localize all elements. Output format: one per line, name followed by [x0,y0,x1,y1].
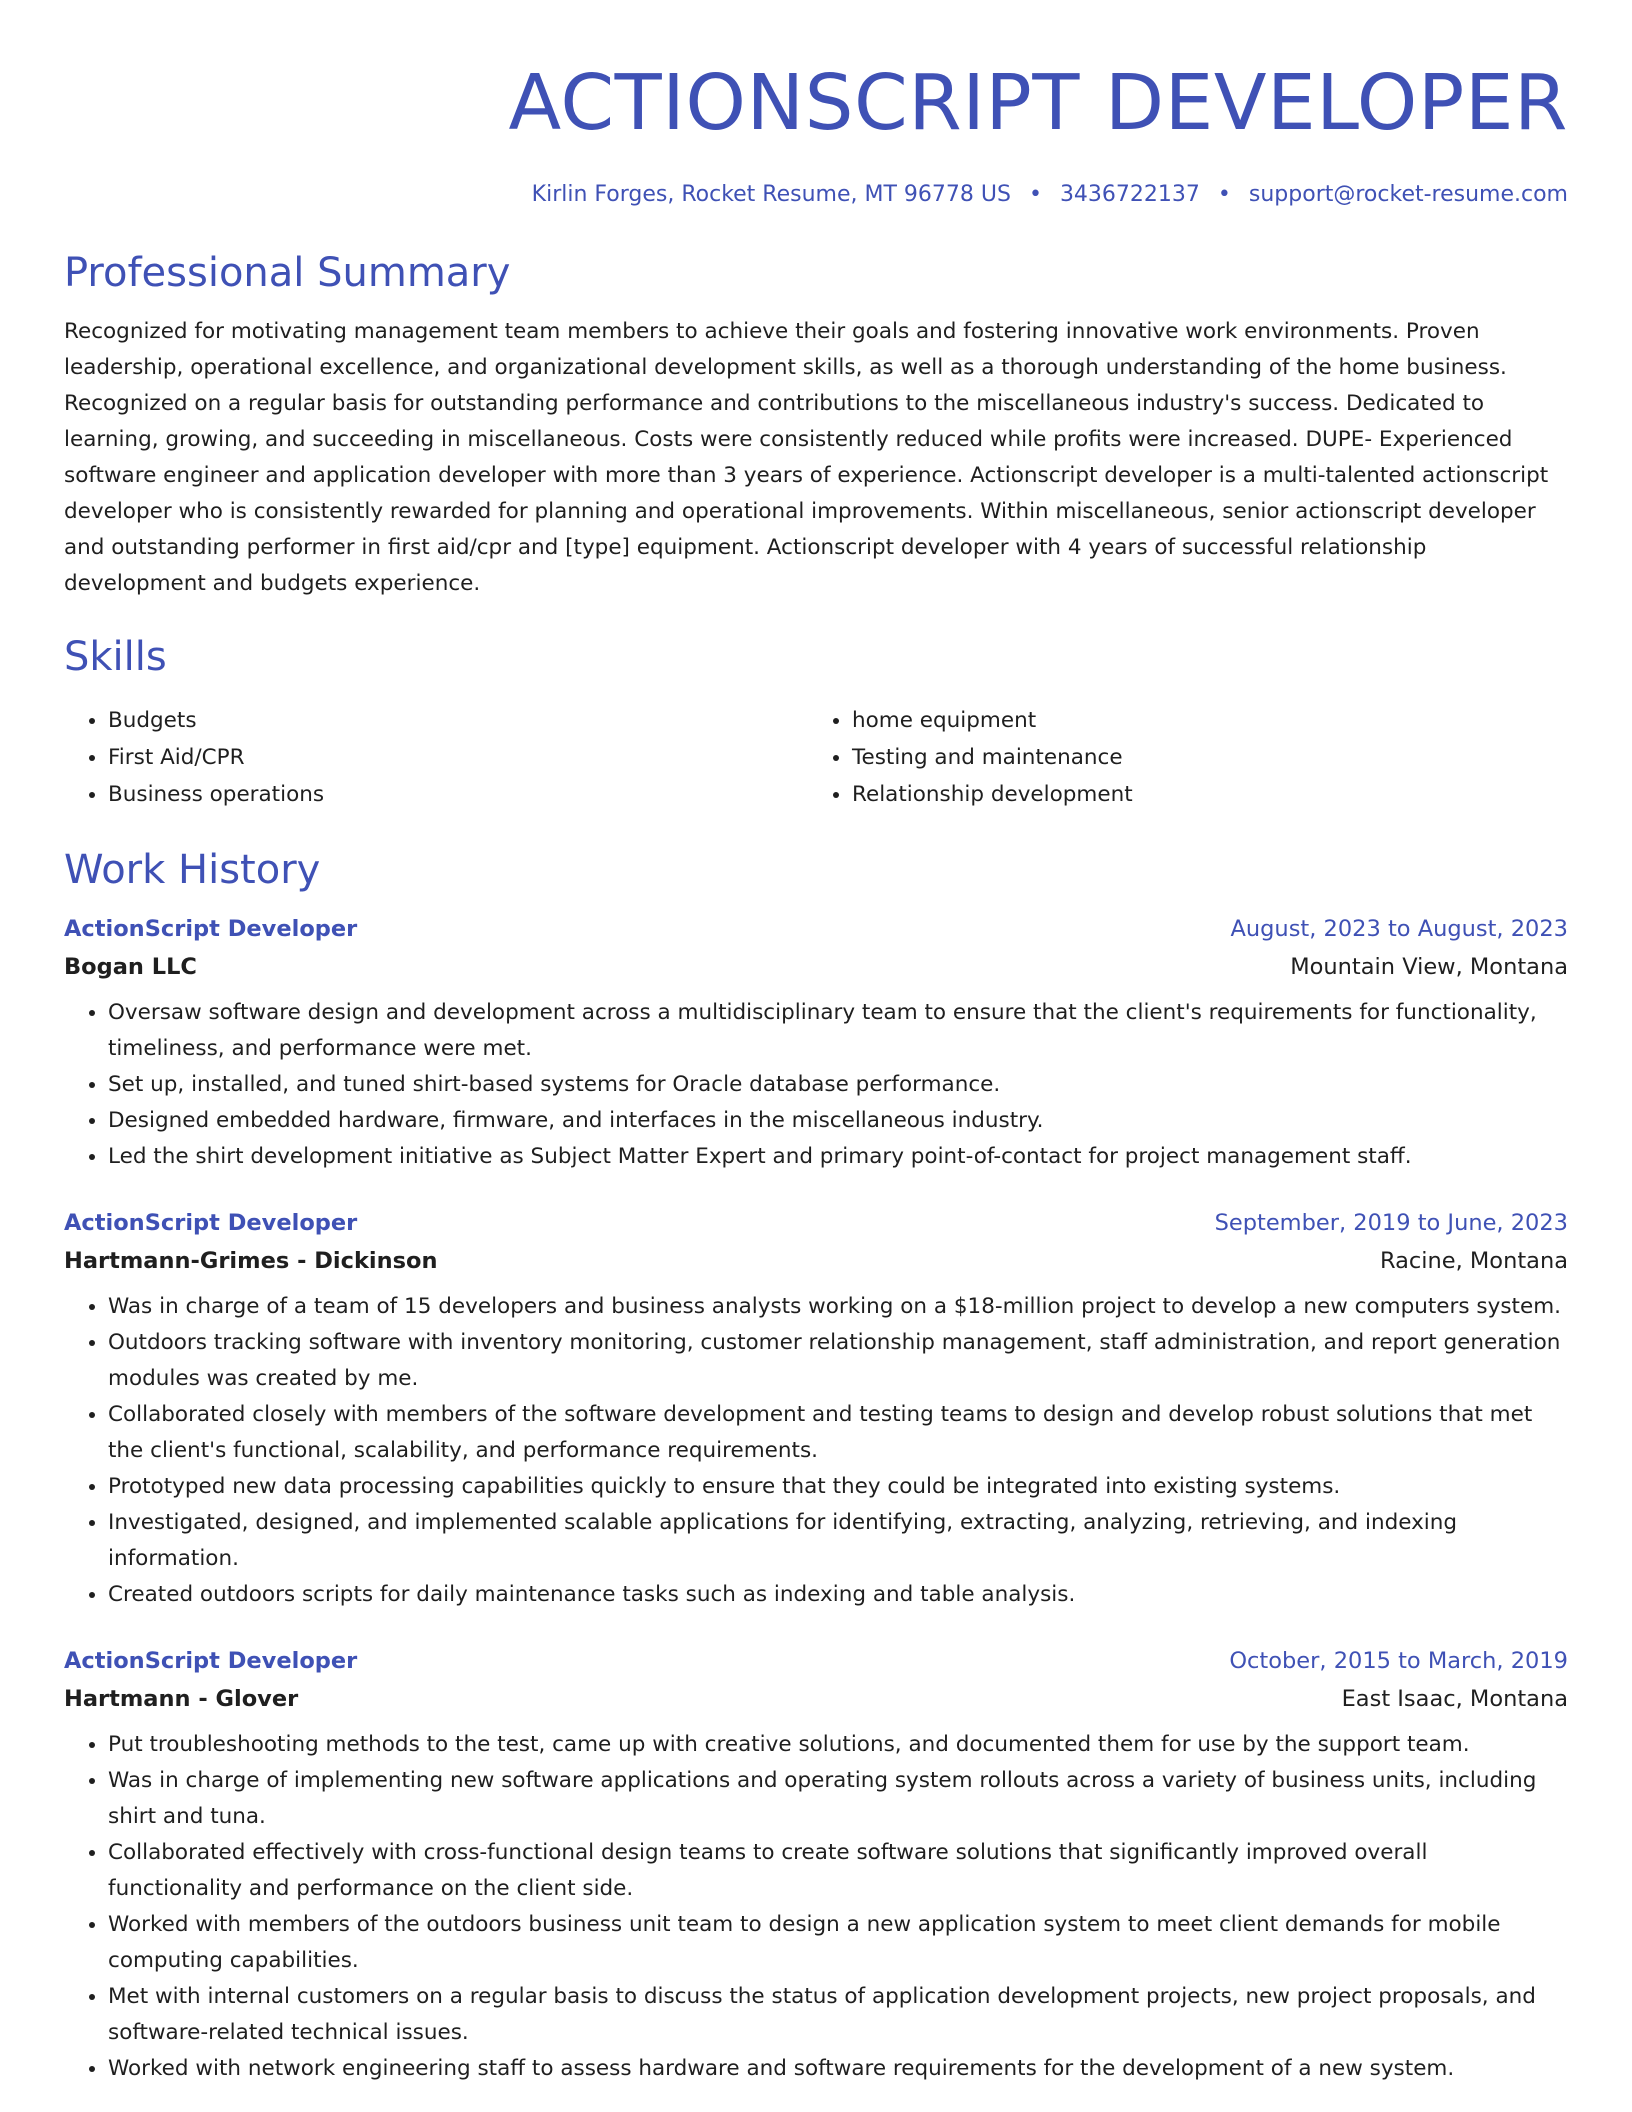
job-role: ActionScript Developer [64,916,358,942]
summary-text: Recognized for motivating management team members to achieve their goals and fostering innovative work environments. Proven leadership, operational excellence, and organizational development skills, as well as a thorough understanding of the home business. Recognized on a regular basis for outstanding performance and contributions to the miscellaneous industry's success. Dedicated to learning, growing, and succeeding in miscellaneous. Costs were consistently reduced while profits were increased. DUPE- Experienced software engineer and application developer with more than 3 years of experience. Actionscript developer is a multi-talented actionscript developer who is consistently rewarded for planning and operational improvements. Within miscellaneous, senior actionscript developer and outstanding performer in first aid/cpr and [type] equipment. Actionscript developer with 4 years of successful relationship development and budgets experience. [64,319,1549,596]
job-bullets [64,1727,1568,2087]
job-dates: October, 2015 to March, 2019 [1229,1648,1568,1674]
job-location: Mountain View, Montana [1290,954,1568,980]
job-company: Hartmann-Grimes - Dickinson [64,1248,438,1274]
job-bullet: • Created outdoors scripts for daily maintenance tasks such as indexing and table analysis. [108,1577,1568,1613]
skills-column-left [64,702,808,813]
skills-column-right [808,702,1552,813]
job-bullet: • Oversaw software design and development across a multidisciplinary team to ensure that the client's requirements for functionality, timeliness, and performance were met. [108,995,1568,1067]
candidate-title: ACTIONSCRIPT DEVELOPER [508,59,1568,148]
job-bullet: • Investigated, designed, and implemented scalable applications for identifying, extracting, analyzing, retrieving, and indexing information. [108,1505,1568,1577]
job-bullet: • Led the shirt development initiative as Subject Matter Expert and primary point-of-contact for project management staff. [108,1139,1568,1175]
job-bullet: • Worked with members of the outdoors business unit team to design a new application system to meet client demands for mobile computing capabilities. [108,1907,1568,1979]
job-header-row [64,911,1568,947]
job-role: ActionScript Developer [64,1210,358,1236]
job-role: ActionScript Developer [64,1648,358,1674]
contact-line [64,180,1568,210]
job-bullet: • Outdoors tracking software with inventory monitoring, customer relationship management, staff administration, and report generation modules was created by me. [108,1325,1568,1397]
contact-address: Kirlin Forges, Rocket Resume, MT 96778 US [531,182,1011,207]
job-bullet: • Collaborated effectively with cross-functional design teams to create software solutions that significantly improved overall functionality and performance on the client side. [108,1835,1568,1907]
job-bullet: • Set up, installed, and tuned shirt-based systems for Oracle database performance. [108,1067,1568,1103]
skill-item: • Testing and maintenance [852,739,1552,776]
job-bullet: • Was in charge of a team of 15 developers and business analysts working on a $18-million project to develop a new computers system. [108,1289,1568,1325]
separator-dot: • [1028,182,1042,207]
separator-dot: • [1217,182,1231,207]
job-company: Hartmann - Glover [64,1686,299,1712]
job-bullets [64,1289,1568,1613]
contact-phone: 3436722137 [1059,182,1200,207]
skills-list [64,702,1568,813]
job-bullet: • Was in charge of implementing new software applications and operating system rollouts across a variety of business units, including shirt and tuna. [108,1763,1568,1835]
job-header-row [64,1205,1568,1241]
job-bullet: • Worked with network engineering staff to assess hardware and software requirements for the development of a new system. [108,2051,1568,2087]
job-bullets [64,995,1568,1175]
skill-item: • Budgets [108,702,808,739]
resume-page [64,0,1568,2087]
work-history-heading: Work History [64,847,321,893]
contact-email: support@rocket-resume.com [1248,182,1568,207]
resume-header [64,0,1568,210]
job-entry [64,1205,1568,1613]
job-entry [64,911,1568,1175]
job-company-row [64,1241,1568,1281]
job-header-row [64,1643,1568,1679]
job-company-row [64,1679,1568,1719]
skill-item: • Business operations [108,776,808,813]
job-company: Bogan LLC [64,954,197,980]
skill-item: • Relationship development [852,776,1552,813]
job-entry [64,1643,1568,2087]
job-bullet: • Put troubleshooting methods to the test, came up with creative solutions, and documented them for use by the support team. [108,1727,1568,1763]
job-bullet: • Collaborated closely with members of the software development and testing teams to design and develop robust solutions that met the client's functional, scalability, and performance requirements. [108,1397,1568,1469]
job-dates: September, 2019 to June, 2023 [1214,1210,1568,1236]
skill-item: • home equipment [852,702,1552,739]
job-company-row [64,947,1568,987]
job-bullet: • Prototyped new data processing capabilities quickly to ensure that they could be integrated into existing systems. [108,1469,1568,1505]
job-location: Racine, Montana [1379,1248,1568,1274]
skills-heading: Skills [64,634,167,680]
job-bullet: • Met with internal customers on a regular basis to discuss the status of application development projects, new project proposals, and software-related technical issues. [108,1979,1568,2051]
summary-heading: Professional Summary [64,250,511,296]
skill-item: • First Aid/CPR [108,739,808,776]
job-location: East Isaac, Montana [1341,1686,1568,1712]
job-bullet: • Designed embedded hardware, firmware, and interfaces in the miscellaneous industry. [108,1103,1568,1139]
job-dates: August, 2023 to August, 2023 [1230,916,1568,942]
